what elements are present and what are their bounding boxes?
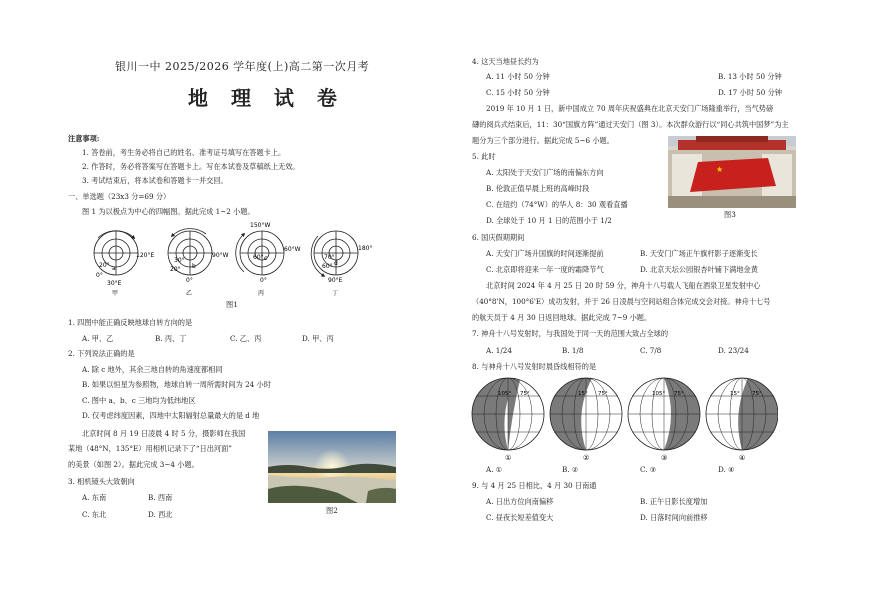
figure-caption: 图1	[226, 300, 238, 309]
diagram-name: 甲	[112, 290, 119, 297]
diagram-label: 0°	[96, 272, 103, 279]
diagram-label: 150°W	[250, 222, 271, 229]
diagram-name: 丙	[258, 290, 265, 297]
diagram-label: 0°	[260, 277, 267, 284]
diagram-label: d	[334, 260, 338, 267]
notice-item: 2. 作答时，务必将答案写在答题卡上。写在本试卷及草稿纸上无效。	[82, 162, 300, 171]
question-stem: 2. 下列说法正确的是	[68, 349, 135, 358]
answer-option[interactable]: D. 日落时间向前推移	[640, 513, 708, 522]
answer-option[interactable]: D. 23/24	[718, 346, 749, 355]
exam-subject-title: 地 理 试 卷	[188, 86, 345, 110]
globe-label: 105°	[652, 391, 666, 397]
answer-option[interactable]: A. 东南	[82, 493, 107, 502]
answer-option[interactable]: D. 17 小时 50 分钟	[718, 88, 782, 97]
answer-option[interactable]: A. 天安门广场升国旗的时间逐渐提前	[486, 249, 604, 258]
answer-option[interactable]: B. 如果以恒星为参照物，地球自转一周所需时间为 24 小时	[82, 380, 271, 389]
answer-option[interactable]: D. ④	[718, 465, 735, 474]
answer-option[interactable]: D. 仅考虑纬度因素，四地中太阳辐射总量最大的是 d 地	[82, 411, 260, 420]
diagram-label: 60°	[322, 263, 333, 270]
answer-option[interactable]: D. 西北	[148, 510, 173, 519]
globe-label: 75°	[674, 391, 684, 397]
answer-option[interactable]: A. 11 小时 50 分钟	[486, 72, 550, 81]
diagram-label: 0°	[186, 277, 193, 284]
answer-option[interactable]: C. 15 小时 50 分钟	[486, 88, 550, 97]
figure-2-sunrise-river-photo	[268, 431, 396, 503]
diagram-label: 90°E	[328, 277, 343, 284]
globe-label: 75°	[520, 391, 530, 397]
question-stem: 7. 神舟十八号发射时，与我国处于同一天的范围大致占全球的	[472, 329, 669, 338]
globe-label: 75°	[598, 391, 608, 397]
answer-option[interactable]: B. 西南	[148, 493, 173, 502]
diagram-label: 60°W	[284, 246, 301, 253]
diagram-name: 乙	[186, 290, 193, 297]
answer-option[interactable]: C. 乙、丙	[230, 334, 262, 343]
globe-diagram-2	[550, 378, 622, 460]
diagram-label: 120°E	[136, 252, 155, 259]
q8-globe-diagrams	[468, 374, 778, 460]
answer-option[interactable]: C. ③	[640, 465, 657, 474]
answer-option[interactable]: C. 昼夜长短差值变大	[486, 513, 554, 522]
question-stem: 9. 与 4 月 25 日相比，4 月 30 日南通	[472, 481, 597, 490]
question-stem: 5. 此时	[472, 152, 496, 161]
question-stem: 4. 这天当地昼长约为	[472, 57, 539, 66]
passage-line: 的航天员于 4 月 30 日返回地球。据此完成 7~9 小题。	[472, 313, 652, 322]
figure-3-tiananmen-parade-photo	[668, 136, 796, 208]
globe-number: ④	[739, 454, 746, 460]
answer-option[interactable]: B. 丙、丁	[155, 334, 187, 343]
notice-item: 3. 考试结束后，将本试卷和答题卡一并交回。	[82, 176, 228, 185]
globe-diagram-4	[706, 378, 778, 460]
question-stem: 1. 四图中能正确反映地球自转方向的是	[68, 318, 193, 327]
answer-option[interactable]: A. ①	[486, 465, 503, 474]
answer-option[interactable]: C. 北京即将迎来一年一度的霜降节气	[486, 265, 604, 274]
answer-option[interactable]: B. 1/8	[562, 346, 584, 355]
globe-number: ①	[505, 454, 512, 460]
passage-line: 北京时间 8 月 19 日凌晨 4 时 5 分，摄影师在我国	[82, 429, 246, 438]
answer-option[interactable]: A. 除 c 地外，其余三地自转的角速度都相同	[82, 365, 223, 374]
answer-option[interactable]: A. 日出方位向南偏移	[486, 497, 554, 506]
diagram-label: 60°	[253, 254, 264, 261]
answer-option[interactable]: D. 甲、丙	[302, 334, 334, 343]
diagram-label: 30°E	[107, 280, 122, 287]
polar-diagram-bing	[236, 231, 284, 275]
diagram-label: a	[112, 265, 116, 272]
diagram-name: 丁	[332, 290, 339, 297]
answer-option[interactable]: A. 1/24	[486, 346, 512, 355]
diagram-label: 30°	[174, 257, 185, 264]
answer-option[interactable]: C. 在纽约（74°W）的华人 8：30 观看直播	[486, 200, 628, 209]
answer-option[interactable]: B. 伦敦正值早晨上班的高峰时段	[486, 184, 590, 193]
globe-diagram-1	[472, 378, 544, 460]
question-stem: 6. 国庆假期期间	[472, 233, 525, 242]
answer-option[interactable]: C. 东北	[82, 510, 107, 519]
globe-diagram-3	[628, 378, 700, 460]
answer-option[interactable]: A. 甲、乙	[82, 334, 114, 343]
answer-option[interactable]: D. 北京天坛公园银杏叶铺下满地金黄	[640, 265, 758, 274]
globe-label: 75°	[752, 391, 762, 397]
answer-option[interactable]: A. 太阳处于天安门广场的南偏东方向	[486, 168, 604, 177]
svg-text:★: ★	[716, 165, 724, 174]
answer-option[interactable]: B. 13 小时 50 分钟	[718, 72, 782, 81]
globe-number: ②	[583, 454, 590, 460]
answer-option[interactable]: C. 图中 a、b、c 三地均为低纬地区	[82, 396, 196, 405]
diagram-label: 180°	[358, 245, 373, 252]
answer-option[interactable]: B. 天安门广场正午旗杆影子逐渐变长	[640, 249, 758, 258]
diagram-label: 90°W	[212, 252, 229, 259]
globe-number: ③	[661, 454, 668, 460]
globe-label: 105°	[498, 391, 512, 397]
diagram-label: 20°	[170, 266, 181, 273]
answer-option[interactable]: D. 全球处于 10 月 1 日的范围小于 1/2	[486, 216, 612, 225]
question-stem: 3. 相机镜头大致朝向	[68, 477, 135, 486]
section-intro: 图 1 为以极点为中心的四幅图。据此完成 1~2 小题。	[82, 207, 255, 216]
section-heading: 一、单选题（23x3 分=69 分）	[68, 192, 171, 201]
passage-line: 的美景（如图 2）。据此完成 3~4 小题。	[68, 460, 199, 469]
notice-item: 1. 答卷前，考生务必将自己的姓名、准考证号填写在答题卡上。	[82, 148, 286, 157]
passage-line: 某地（48°N，135°E）用相机记录下了“日出河面”	[68, 444, 232, 453]
exam-school-line: 银川一中 2025/2026 学年度(上)高二第一次月考	[115, 60, 370, 73]
passage-line: （40°8'N，100°6'E）成功发射，并于 26 日凌晨与空间站组合体完成交会对接。神舟十七号	[472, 297, 771, 306]
diagram-label: 70°	[324, 254, 335, 261]
figure-1-polar-diagrams	[78, 220, 378, 302]
passage-line: 礴的阅兵式结束后，11：30“国旗方阵”通过天安门（图 3）。本次群众游行以“同心共筑中国梦”为主	[472, 120, 789, 129]
notice-heading: 注意事项:	[68, 134, 100, 143]
globe-label: 15°	[578, 391, 588, 397]
passage-line: 2019 年 10 月 1 日，新中国成立 70 周年庆祝盛典在北京天安门广场隆重举行，当气势磅	[486, 104, 774, 113]
figure-caption: 图3	[724, 210, 736, 219]
diagram-label: c	[264, 255, 268, 262]
figure-caption: 图2	[326, 506, 338, 515]
passage-line: 题分为三个部分进行。据此完成 5~6 小题。	[472, 136, 614, 145]
diagram-label: 20°	[99, 262, 110, 269]
answer-option[interactable]: B. ②	[562, 465, 579, 474]
diagram-label: b	[192, 263, 196, 270]
globe-label: 15°	[730, 391, 740, 397]
answer-option[interactable]: C. 7/8	[640, 346, 662, 355]
answer-option[interactable]: B. 正午日影长度增加	[640, 497, 708, 506]
passage-line: 北京时间 2024 年 4 月 25 日 20 时 59 分，神舟十八号载人飞船在酒泉卫星发射中心	[486, 281, 761, 290]
question-stem: 8. 与神舟十八号发射时晨昏线相符的是	[472, 362, 597, 371]
